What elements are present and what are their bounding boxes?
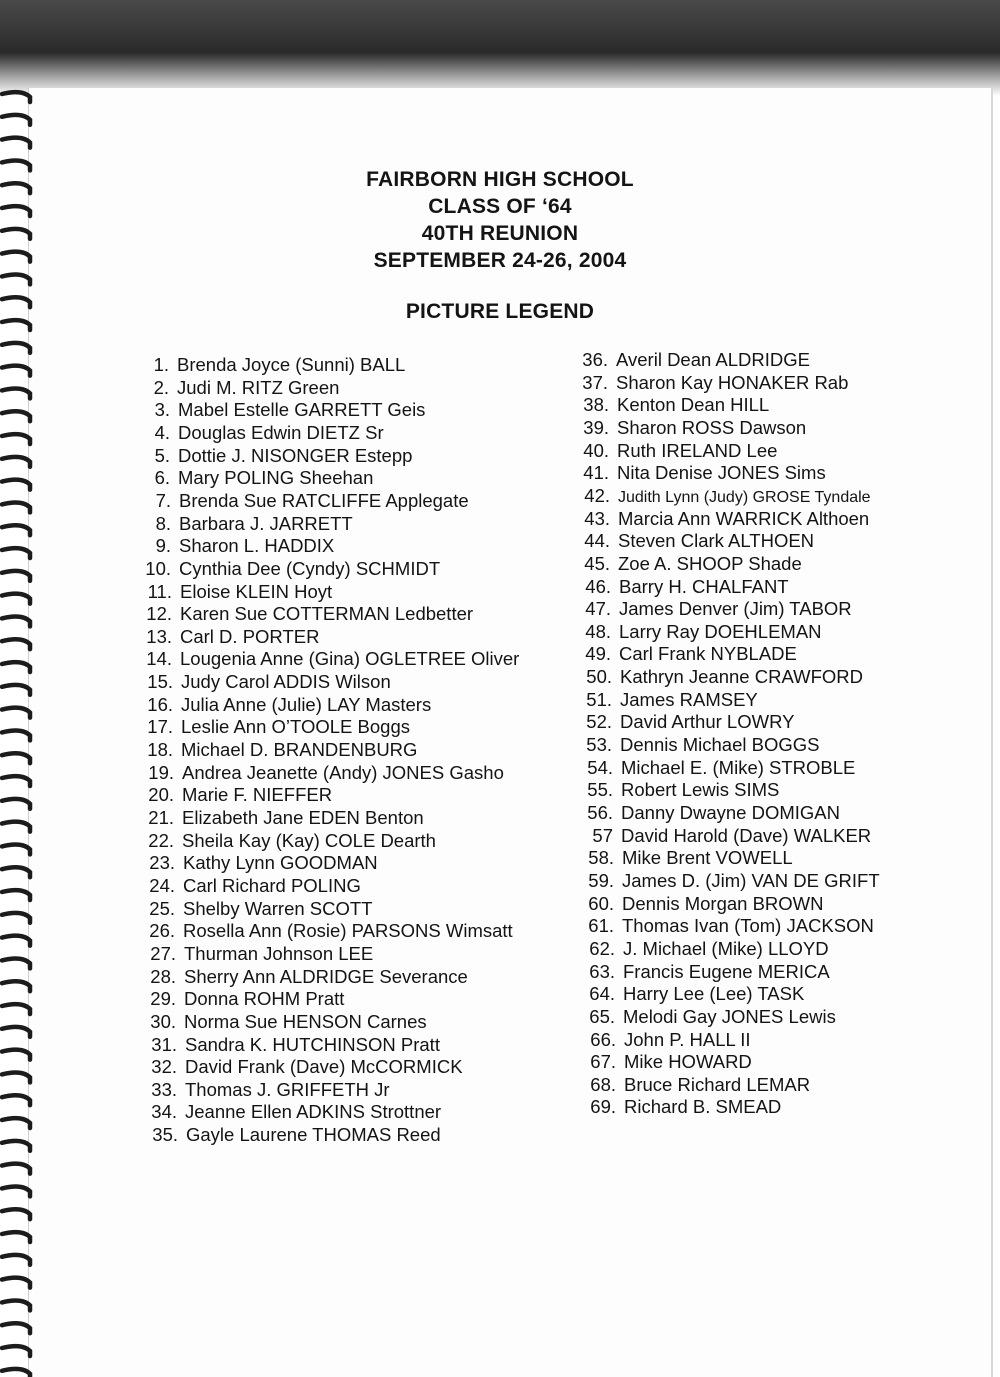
- legend-number: 44.: [584, 530, 610, 552]
- spiral-ring: [2, 1027, 30, 1037]
- legend-number: 56.: [587, 802, 613, 823]
- spiral-binding: [0, 88, 44, 1377]
- legend-number: 65.: [589, 1005, 615, 1027]
- legend-name: Bruce Richard LEMAR: [624, 1073, 811, 1095]
- legend-name: Judi M. RITZ Green: [177, 376, 340, 398]
- legend-entry: [583, 961, 830, 983]
- legend-entry: [143, 852, 378, 874]
- legend-number: 18.: [147, 739, 173, 761]
- spiral-ring: [2, 708, 30, 718]
- legend-name: Harry Lee (Lee) TASK: [623, 983, 805, 1005]
- legend-number: 24.: [149, 874, 175, 896]
- legend-name: Marie F. NIEFFER: [182, 784, 333, 806]
- legend-entry: [579, 643, 797, 665]
- legend-name: J. Michael (Mike) LLOYD: [623, 937, 829, 959]
- legend-number: 32.: [151, 1056, 177, 1078]
- spiral-ring: [2, 1300, 30, 1310]
- legend-entry: [145, 1056, 463, 1078]
- legend-entry: [580, 711, 794, 733]
- spiral-ring: [2, 799, 30, 809]
- legend-number: 39.: [583, 416, 609, 438]
- spiral-ring: [2, 1323, 30, 1333]
- date-heading: SEPTEMBER 24-26, 2004: [373, 249, 627, 272]
- legend-number: 25.: [149, 897, 175, 919]
- reunion-heading: 40TH REUNION: [421, 222, 579, 245]
- legend-name: Michael E. (Mike) STROBLE: [621, 756, 856, 778]
- legend-name: Melodi Gay JONES Lewis: [623, 1005, 836, 1027]
- legend-name: Cynthia Dee (Cyndy) SCHMIDT: [179, 557, 441, 579]
- legend-name: Sandra K. HUTCHINSON Pratt: [185, 1033, 440, 1055]
- legend-number: 57: [592, 824, 613, 846]
- spiral-ring: [2, 730, 30, 740]
- legend-name: Robert Lewis SIMS: [621, 779, 780, 801]
- legend-entry: [139, 558, 440, 580]
- legend-entry: [581, 825, 871, 847]
- legend-entry: [143, 898, 373, 920]
- legend-number: 7.: [155, 489, 171, 511]
- legend-entry: [576, 372, 848, 394]
- legend-number: 38.: [583, 394, 609, 416]
- legend-name: Mike Brent VOWELL: [622, 847, 793, 869]
- spiral-ring: [2, 890, 30, 900]
- legend-name: Richard B. SMEAD: [624, 1096, 782, 1118]
- legend-entry: [576, 349, 810, 371]
- spiral-ring: [2, 457, 30, 467]
- spiral-ring: [2, 1186, 30, 1196]
- spiral-ring: [2, 822, 30, 832]
- legend-entry: [142, 830, 436, 852]
- legend-number: 37.: [582, 371, 608, 393]
- legend-entry: [140, 626, 319, 648]
- legend-name: Danny Dwayne DOMIGAN: [621, 802, 840, 823]
- legend-name: Larry Ray DOEHLEMAN: [619, 620, 822, 642]
- legend-entry: [582, 893, 824, 915]
- legend-number: 66.: [590, 1028, 616, 1050]
- legend-name: Donna ROHM Pratt: [184, 988, 345, 1010]
- spiral-ring: [2, 913, 30, 923]
- legend-entry: [584, 1051, 752, 1073]
- legend-entry: [577, 462, 826, 484]
- legend-name: Zoe A. SHOOP Shade: [618, 552, 802, 574]
- legend-name: Carl D. PORTER: [180, 625, 320, 647]
- legend-entry: [145, 1034, 440, 1056]
- spiral-ring: [2, 1050, 30, 1060]
- legend-name: Douglas Edwin DIETZ Sr: [178, 421, 384, 443]
- legend-name: Shelby Warren SCOTT: [183, 897, 373, 919]
- legend-entry: [583, 1006, 836, 1028]
- legend-name: Sharon ROSS Dawson: [617, 416, 807, 438]
- legend-entry: [577, 394, 769, 416]
- legend-entry: [145, 1101, 441, 1123]
- legend-number: 47.: [585, 598, 611, 620]
- legend-name: Dennis Michael BOGGS: [620, 734, 820, 756]
- legend-name: Ruth IRELAND Lee: [617, 439, 778, 461]
- legend-number: 15.: [147, 671, 173, 693]
- legend-name: James RAMSEY: [620, 688, 758, 710]
- legend-entry: [143, 920, 513, 942]
- legend-number: 20.: [148, 784, 174, 806]
- legend-name: Sharon L. HADDIX: [179, 535, 335, 557]
- spiral-ring: [2, 844, 30, 854]
- legend-number: 4.: [154, 421, 170, 443]
- legend-name: James D. (Jim) VAN DE GRIFT: [622, 869, 880, 891]
- legend-entry: [578, 553, 802, 575]
- legend-number: 63.: [589, 960, 615, 982]
- legend-name: Kenton Dean HILL: [617, 394, 770, 416]
- spiral-ring: [2, 1209, 30, 1219]
- legend-number: 49.: [585, 643, 611, 665]
- legend-number: 9.: [155, 535, 171, 557]
- legend-number: 5.: [154, 444, 170, 466]
- spiral-ring: [2, 548, 30, 558]
- legend-entry: [138, 467, 373, 489]
- legend-name: Eloise KLEIN Hoyt: [180, 580, 333, 602]
- legend-number: 36.: [582, 349, 608, 370]
- spiral-ring: [2, 502, 30, 512]
- legend-name: Rosella Ann (Rosie) PARSONS Wimsatt: [183, 920, 513, 942]
- class-year-heading: CLASS OF ‘64: [428, 195, 572, 218]
- legend-entry: [142, 762, 504, 784]
- legend-name: Judy Carol ADDIS Wilson: [181, 671, 391, 693]
- legend-number: 64.: [589, 983, 615, 1005]
- legend-number: 29.: [150, 988, 176, 1010]
- legend-name: Marcia Ann WARRICK Althoen: [618, 507, 870, 529]
- legend-entry: [580, 666, 863, 688]
- legend-entry: [584, 1096, 781, 1118]
- legend-entry: [580, 734, 819, 756]
- legend-entry: [137, 377, 339, 399]
- legend-number: 45.: [584, 552, 610, 574]
- legend-number: 67.: [590, 1051, 616, 1073]
- legend-name: Norma Sue HENSON Carnes: [184, 1010, 427, 1032]
- legend-entry: [583, 938, 829, 960]
- legend-number: 31.: [151, 1033, 177, 1055]
- legend-entry: [583, 983, 804, 1005]
- legend-number: 60.: [588, 892, 614, 914]
- legend-entry: [142, 784, 332, 806]
- legend-entry: [140, 581, 332, 603]
- spiral-ring: [2, 1141, 30, 1151]
- legend-entry: [144, 1011, 427, 1033]
- legend-name: Thomas J. GRIFFETH Jr: [185, 1078, 390, 1100]
- legend-entry: [579, 621, 822, 643]
- legend-entry: [139, 513, 353, 535]
- legend-entry: [146, 1124, 441, 1146]
- spiral-ring: [2, 434, 30, 444]
- spiral-ring: [2, 981, 30, 991]
- spiral-ring: [2, 1118, 30, 1128]
- spiral-ring: [2, 1164, 30, 1174]
- legend-number: 21.: [148, 807, 174, 828]
- legend-name: Kathy Lynn GOODMAN: [183, 852, 378, 874]
- spiral-ring: [2, 274, 30, 284]
- legend-entry: [139, 490, 469, 512]
- spiral-ring: [2, 571, 30, 581]
- legend-entry: [141, 739, 417, 761]
- legend-name: Karen Sue COTTERMAN Ledbetter: [180, 603, 474, 625]
- legend-number: 53.: [586, 734, 612, 756]
- legend-number: 48.: [585, 620, 611, 642]
- legend-number: 13.: [146, 625, 172, 647]
- legend-entry: [579, 598, 852, 620]
- legend-entry: [144, 943, 373, 965]
- spiral-ring: [2, 753, 30, 763]
- legend-number: 10.: [145, 557, 171, 579]
- spiral-ring: [2, 138, 30, 148]
- legend-entry: [582, 847, 793, 869]
- spiral-ring: [2, 1072, 30, 1082]
- legend-number: 1.: [153, 354, 169, 375]
- legend-name: Sharon Kay HONAKER Rab: [616, 371, 849, 393]
- legend-number: 54.: [587, 756, 613, 778]
- spiral-ring: [2, 867, 30, 877]
- legend-number: 61.: [588, 915, 614, 937]
- spiral-ring: [2, 1278, 30, 1288]
- legend-name: Nita Denise JONES Sims: [617, 462, 826, 484]
- legend-entry: [578, 485, 871, 507]
- legend-number: 40.: [583, 439, 609, 461]
- legend-number: 46.: [585, 575, 611, 597]
- spiral-ring: [2, 1004, 30, 1014]
- legend-number: 41.: [583, 462, 609, 484]
- legend-entry: [143, 875, 361, 897]
- spiral-ring: [2, 685, 30, 695]
- legend-entry: [584, 1029, 751, 1051]
- legend-number: 52.: [586, 711, 612, 733]
- spiral-ring: [2, 776, 30, 786]
- legend-entry: [581, 802, 840, 824]
- legend-number: 68.: [590, 1073, 616, 1095]
- legend-number: 34.: [151, 1101, 177, 1123]
- legend-name: Judith Lynn (Judy) GROSE Tyndale: [618, 488, 871, 506]
- legend-entry: [578, 530, 814, 552]
- picture-legend-heading: PICTURE LEGEND: [405, 300, 595, 323]
- legend-name: Steven Clark ALTHOEN: [618, 530, 815, 552]
- legend-name: Elizabeth Jane EDEN Benton: [182, 807, 424, 828]
- legend-entry: [580, 689, 758, 711]
- legend-entry: [137, 354, 405, 376]
- legend-name: Michael D. BRANDENBURG: [181, 739, 418, 761]
- legend-entry: [138, 422, 384, 444]
- legend-number: 59.: [588, 869, 614, 891]
- legend-name: Julia Anne (Julie) LAY Masters: [181, 693, 432, 715]
- legend-entry: [578, 508, 869, 530]
- legend-name: Thomas Ivan (Tom) JACKSON: [622, 915, 874, 937]
- legend-number: 28.: [150, 965, 176, 987]
- spiral-ring: [2, 1095, 30, 1105]
- legend-number: 12.: [146, 603, 172, 625]
- legend-entry: [138, 445, 412, 467]
- legend-name: John P. HALL II: [624, 1028, 751, 1050]
- spiral-ring: [2, 366, 30, 376]
- legend-number: 42.: [584, 484, 610, 506]
- legend-entry: [579, 576, 789, 598]
- legend-name: Carl Richard POLING: [183, 874, 361, 896]
- legend-name: Dottie J. NISONGER Estepp: [178, 444, 413, 466]
- spiral-ring: [2, 1346, 30, 1356]
- legend-number: 27.: [150, 942, 176, 964]
- spiral-ring: [2, 525, 30, 535]
- legend-number: 51.: [586, 688, 612, 710]
- legend-entry: [144, 988, 344, 1010]
- legend-number: 69.: [590, 1096, 616, 1118]
- legend-number: 22.: [148, 829, 174, 851]
- legend-entry: [582, 870, 880, 892]
- legend-number: 3.: [154, 399, 170, 421]
- legend-name: Mabel Estelle GARRETT Geis: [178, 399, 426, 421]
- spiral-ring: [2, 616, 30, 626]
- legend-entry: [584, 1074, 810, 1096]
- scan-top-shadow: [0, 0, 1000, 96]
- legend-entry: [577, 440, 777, 462]
- spiral-ring: [2, 92, 30, 102]
- spiral-ring: [2, 1369, 30, 1377]
- legend-name: Sheila Kay (Kay) COLE Dearth: [182, 829, 436, 851]
- spiral-ring: [2, 958, 30, 968]
- legend-number: 19.: [148, 761, 174, 783]
- spiral-ring: [2, 480, 30, 490]
- spiral-ring: [2, 594, 30, 604]
- legend-entry: [140, 648, 519, 670]
- spiral-ring: [2, 639, 30, 649]
- legend-number: 30.: [150, 1010, 176, 1032]
- school-name-heading: FAIRBORN HIGH SCHOOL: [366, 168, 634, 191]
- legend-name: Andrea Jeanette (Andy) JONES Gasho: [182, 761, 504, 783]
- legend-entry: [138, 399, 425, 421]
- legend-number: 17.: [147, 716, 173, 738]
- legend-number: 58.: [588, 847, 614, 869]
- legend-name: Barry H. CHALFANT: [619, 575, 789, 597]
- spiral-ring: [2, 343, 30, 353]
- legend-number: 55.: [587, 779, 613, 801]
- legend-entry: [144, 966, 468, 988]
- legend-name: James Denver (Jim) TABOR: [619, 598, 852, 620]
- legend-entry: [577, 417, 806, 439]
- legend-name: Sherry Ann ALDRIDGE Severance: [184, 965, 468, 987]
- legend-entry: [141, 694, 431, 716]
- legend-name: Mary POLING Sheehan: [178, 467, 374, 489]
- spiral-ring: [2, 1255, 30, 1265]
- legend-name: David Harold (Dave) WALKER: [621, 824, 872, 846]
- legend-name: Barbara J. JARRETT: [179, 512, 353, 534]
- legend-entry: [142, 807, 424, 829]
- legend-name: David Arthur LOWRY: [620, 711, 795, 733]
- legend-entry: [582, 915, 874, 937]
- legend-entry: [140, 603, 473, 625]
- legend-entry: [145, 1079, 390, 1101]
- spiral-ring: [2, 411, 30, 421]
- legend-number: 50.: [586, 666, 612, 688]
- legend-number: 62.: [589, 937, 615, 959]
- legend-entry: [139, 535, 334, 557]
- legend-entry: [581, 779, 779, 801]
- legend-number: 23.: [149, 852, 175, 874]
- legend-name: Kathryn Jeanne CRAWFORD: [620, 666, 863, 688]
- legend-entry: [581, 757, 855, 779]
- legend-name: Brenda Joyce (Sunni) BALL: [177, 354, 406, 375]
- spiral-ring: [2, 936, 30, 946]
- legend-number: 16.: [147, 693, 173, 715]
- legend-number: 11.: [147, 580, 172, 602]
- legend-entry: [141, 671, 391, 693]
- legend-name: Lougenia Anne (Gina) OGLETREE Oliver: [180, 648, 520, 670]
- spiral-ring: [2, 662, 30, 672]
- legend-name: Averil Dean ALDRIDGE: [616, 349, 810, 370]
- legend-name: Dennis Morgan BROWN: [622, 892, 824, 914]
- legend-number: 14.: [146, 648, 172, 670]
- spiral-ring: [2, 115, 30, 125]
- spiral-ring: [2, 388, 30, 398]
- legend-name: Gayle Laurene THOMAS Reed: [186, 1124, 441, 1146]
- legend-number: 6.: [154, 467, 170, 489]
- legend-name: Leslie Ann O’TOOLE Boggs: [181, 716, 410, 738]
- legend-name: Jeanne Ellen ADKINS Strottner: [185, 1101, 442, 1123]
- legend-name: Mike HOWARD: [624, 1051, 752, 1073]
- legend-number: 2.: [153, 376, 169, 398]
- legend-number: 8.: [155, 512, 171, 534]
- legend-name: Thurman Johnson LEE: [184, 942, 374, 964]
- legend-number: 35.: [152, 1124, 178, 1146]
- legend-number: 26.: [149, 920, 175, 942]
- legend-entry: [141, 716, 410, 738]
- legend-name: Francis Eugene MERICA: [623, 960, 830, 982]
- legend-name: David Frank (Dave) McCORMICK: [185, 1056, 463, 1078]
- spiral-ring: [2, 1232, 30, 1242]
- legend-name: Brenda Sue RATCLIFFE Applegate: [179, 489, 469, 511]
- legend-name: Carl Frank NYBLADE: [619, 643, 797, 665]
- legend-number: 33.: [151, 1078, 177, 1100]
- legend-number: 43.: [584, 507, 610, 529]
